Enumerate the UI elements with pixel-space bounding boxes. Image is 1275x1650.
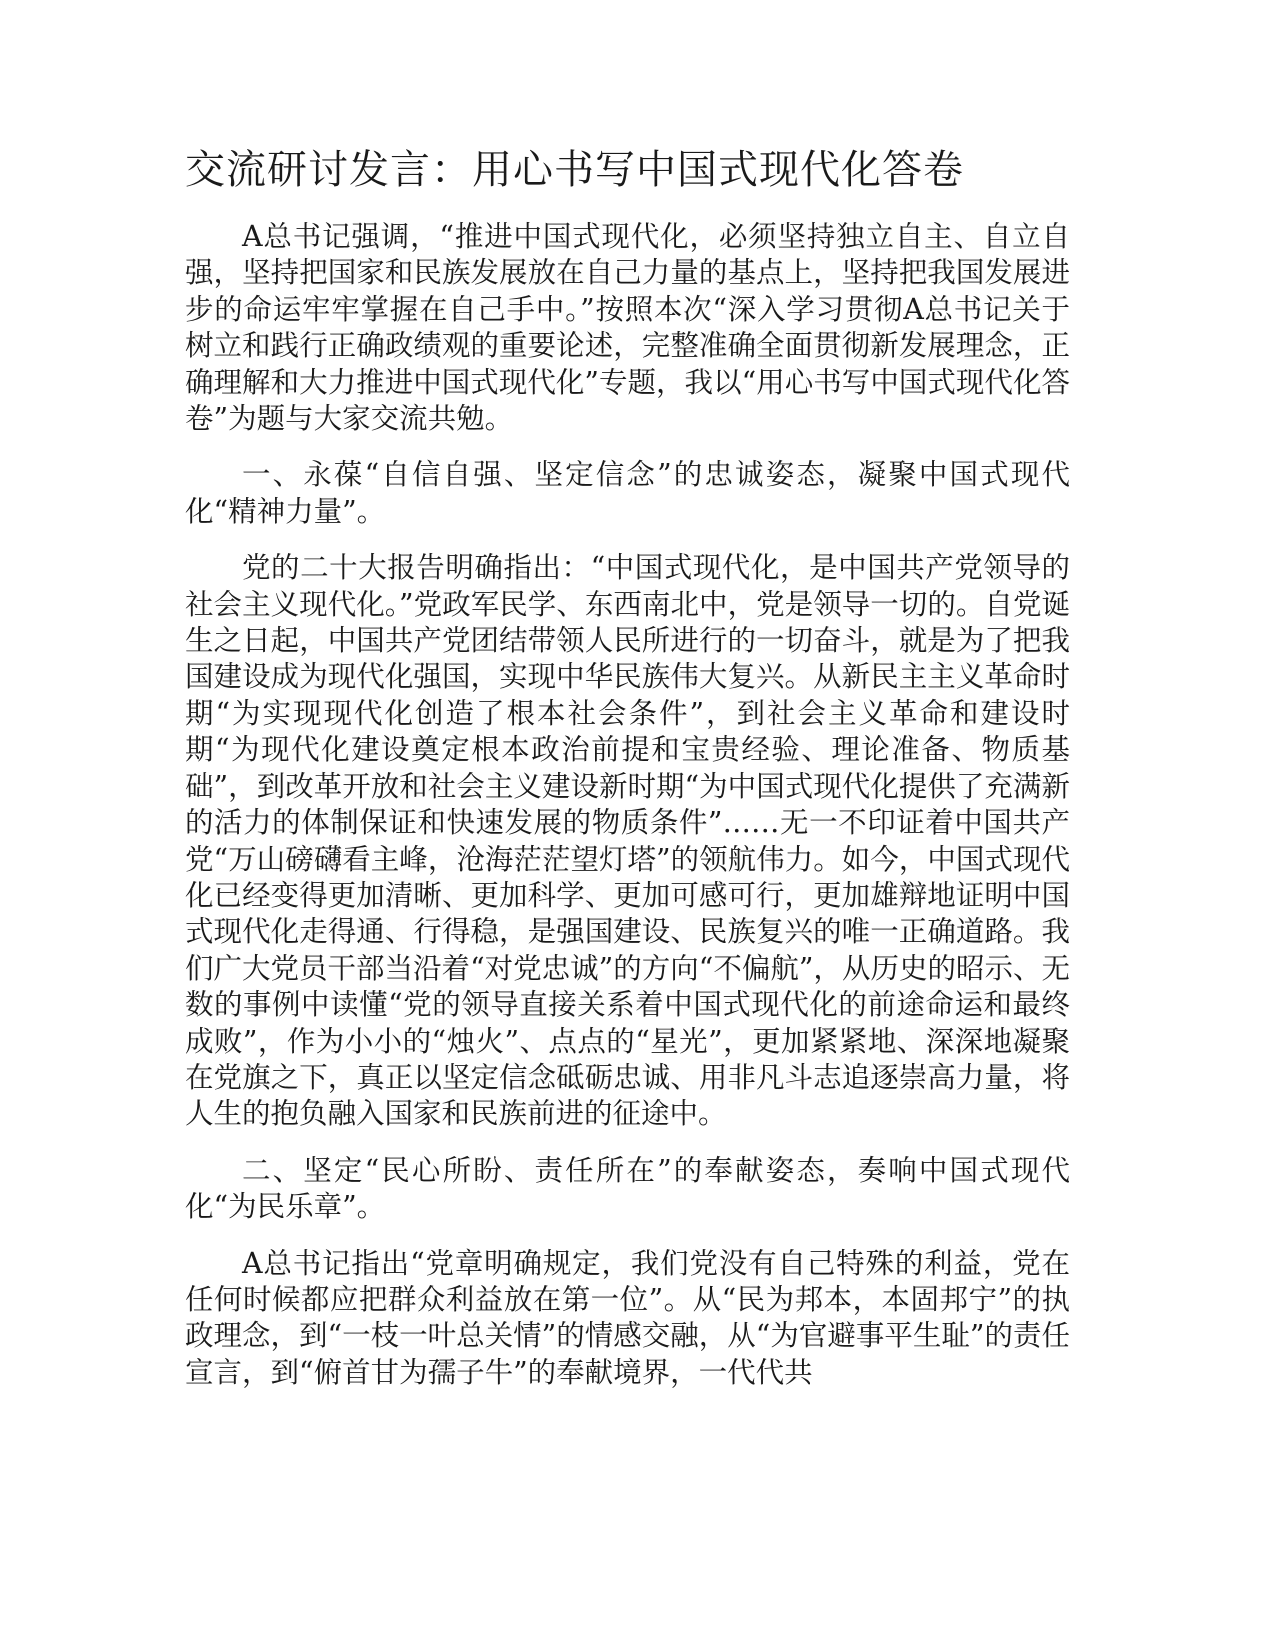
paragraph-intro: A总书记强调，“推进中国式现代化，必须坚持独立自主、自立自强，坚持把国家和民族发展放在自己力量的基点上，坚持把我国发展进步的命运牢牢掌握在自己手中。”按照本次“深入学习贯彻A总书记关于树立和践行正确政绩观的重要论述，完整准确全面贯彻新发展理念，正确理解和大力推进中国式现代化”专题，我以“用心书写中国式现代化答卷”为题与大家交流共勉。	[185, 220, 1070, 436]
document-title: 交流研讨发言：用心书写中国式现代化答卷	[185, 147, 964, 193]
paragraph-section-2: A总书记指出“党章明确规定，我们党没有自己特殊的利益，党在任何时候都应把群众利益放在第一位”。从“民为邦本，本固邦宁”的执政理念，到“一枝一叶总关情”的情感交融，从“为官避事平生耻”的责任宣言，到“俯首甘为孺子牛”的奉献境界，一代代共	[185, 1246, 1070, 1389]
document-body	[185, 145, 1070, 1411]
section-heading-2: 二、坚定“民心所盼、责任所在”的奉献姿态，奏响中国式现代化“为民乐章”。	[185, 1153, 1070, 1224]
paragraph-section-1: 党的二十大报告明确指出：“中国式现代化，是中国共产党领导的社会主义现代化。”党政军民学、东西南北中，党是领导一切的。自党诞生之日起，中国共产党团结带领人民所进行的一切奋斗，就是为了把我国建设成为现代化强国，实现中华民族伟大复兴。从新民主主义革命时期“为实现现代化创造了根本社会条件”，到社会主义革命和建设时期“为现代化建设奠定根本政治前提和宝贵经验、理论准备、物质基础”，到改革开放和社会主义建设新时期“为中国式现代化提供了充满新的活力的体制保证和快速发展的物质条件”……无一不印证着中国共产党“万山磅礴看主峰，沧海茫茫望灯塔”的领航伟力。如今，中国式现代化已经变得更加清晰、更加科学、更加可感可行，更加雄辩地证明中国式现代化走得通、行得稳，是强国建设、民族复兴的唯一正确道路。我们广大党员干部当沿着“对党忠诚”的方向“不偏航”，从历史的昭示、无数的事例中读懂“党的领导直接关系着中国式现代化的前途命运和最终成败”，作为小小的“烛火”、点点的“星光”，更加紧紧地、深深地凝聚在党旗之下，真正以坚定信念砥砺忠诚、用非凡斗志追逐崇高力量，将人生的抱负融入国家和民族前进的征途中。	[185, 551, 1070, 1131]
section-heading-1: 一、永葆“自信自强、坚定信念”的忠诚姿态，凝聚中国式现代化“精神力量”。	[185, 458, 1070, 528]
